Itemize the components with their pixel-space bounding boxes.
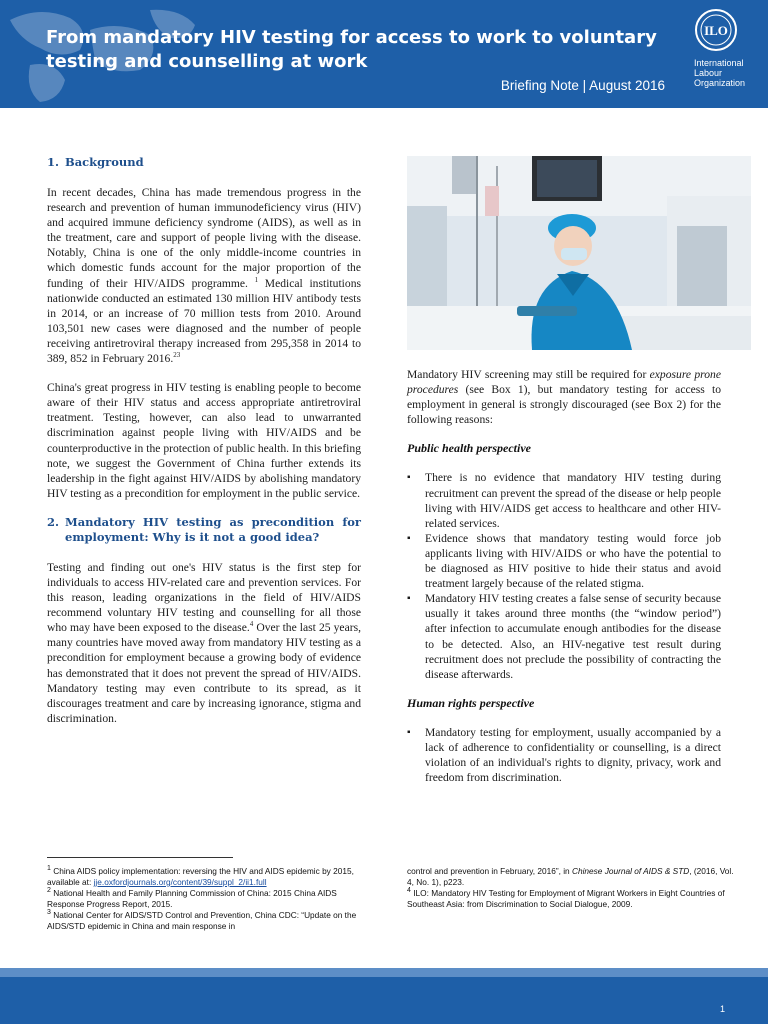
header-banner	[0, 0, 768, 108]
text-run: Medical institutions nationwide conducted an estimated 130 million HIV antibody tests in 2014, or an increase of 70 million tests from 2010. Around 103,501 new cases were diagnosed and the number of people receiving antiretroviral therapy increased from 295,358 in 2014 to 389, 852 in February 2016.	[47, 276, 361, 366]
footnote-text: National Center for AIDS/STD Control and Prevention, China CDC: “Update on the AIDS/STD epidemic in China and main response in	[47, 910, 357, 931]
document-title: From mandatory HIV testing for access to work to voluntary testing and counselling at work	[46, 27, 657, 72]
text-run: Testing and finding out one's HIV status is the first step for individuals to access HIV-related care and prevention services. For this reason, leading organizations in the field of HIV/AIDS recommend voluntary HIV testing and counselling for all those who may have been exposed to the disease.	[47, 560, 361, 635]
text-run: (see Box 1), but mandatory testing for access to employment in general is strongly discouraged (see Box 2) for the following reasons:	[407, 383, 721, 427]
footnote-number: 1	[47, 865, 51, 873]
section-number: 1.	[47, 155, 60, 169]
footnote-number: 3	[47, 909, 51, 917]
footnote-ref: 4	[249, 620, 254, 629]
footnote-3-continued	[407, 866, 737, 888]
right-intro-paragraph	[407, 367, 721, 427]
list-item: ▪ Mandatory HIV testing creates a false sense of security because usually it takes around three months (the “window period”) after infection to accumulate enough antibodies for the disease to be detected. Also, an HIV-negative test result during recruitment does not preclude the possibility of contracting the disease afterwards.	[407, 591, 721, 682]
section-1-heading	[47, 155, 361, 170]
emphasis-text: exposure prone procedures	[407, 368, 721, 397]
list-item: ▪ Evidence shows that mandatory testing would force job applicants living with HIV/AIDS or who have the potential to be diagnosed as HIV positive to hide their status and avoid treatment largely because of the related stigma.	[407, 531, 721, 591]
list-item: ▪ Mandatory testing for employment, usually accompanied by a lack of adherence to confidentiality or counselling, is a direct violation of an individual's rights to dignity, privacy, work and freedom from discrimination.	[407, 725, 721, 785]
section-title: Mandatory HIV testing as precondition for employment: Why is it not a good idea?	[65, 514, 361, 544]
footer-accent-strip	[0, 968, 768, 977]
ilo-monogram: ILO	[704, 23, 728, 38]
public-health-list	[407, 470, 721, 681]
briefing-note-date: Briefing Note | August 2016	[500, 78, 665, 93]
footnote-1	[47, 866, 367, 888]
list-item: ▪ There is no evidence that mandatory HIV testing during recruitment can prevent the spread of the disease or help people living with HIV/AIDS get access to healthcare and other HIV-related services.	[407, 470, 721, 530]
footnote-text: China AIDS policy implementation: reversing the HIV and AIDS epidemic by 2015, available at:	[47, 866, 354, 887]
page-number: 1	[720, 1004, 726, 1014]
footnote-3	[47, 910, 367, 932]
footnote-ref: 23	[173, 351, 181, 360]
section-number: 2.	[47, 514, 60, 529]
footnote-number: 4	[407, 887, 411, 895]
section-title: Background	[65, 155, 144, 169]
footnote-4	[407, 888, 737, 910]
footnotes-left	[47, 866, 367, 932]
human-rights-list	[407, 725, 721, 785]
logo-line: Labour	[694, 68, 723, 78]
section-2-heading	[47, 515, 361, 545]
ilo-emblem-icon	[694, 8, 738, 52]
hospital-photo	[407, 156, 751, 350]
text-run: Mandatory HIV screening may still be required for	[407, 368, 650, 381]
logo-line: International	[694, 58, 744, 68]
ilo-logo-text	[694, 58, 758, 88]
background-paragraph-1	[47, 185, 361, 366]
footnote-text: control and prevention in February, 2016”, in	[407, 866, 572, 876]
footer-band	[0, 977, 768, 1024]
section-2-paragraph	[47, 560, 361, 726]
footnote-text: National Health and Family Planning Commission of China: 2015 China AIDS Response Progress Report, 2015.	[47, 888, 337, 909]
footnote-text: , (2016, Vol. 4, No. 1), p223.	[407, 866, 734, 887]
human-rights-heading: Human rights perspective	[407, 695, 535, 710]
ilo-logo	[694, 8, 758, 98]
right-column	[407, 367, 721, 799]
footnotes-right	[407, 866, 737, 910]
left-column	[47, 155, 361, 740]
logo-line: Organization	[694, 78, 746, 88]
text-run: Over the last 25 years, many countries have moved away from mandatory HIV testing as a precondition for employment because a growing body of evidence has demonstrated that it does not prevent the spread of HIV/AIDS. Mandatory testing may even contribute to its spread, as it discourages treatment and care by increasing ignorance, stigma and discrimination.	[47, 621, 361, 725]
text-run: In recent decades, China has made tremendous progress in the research and prevention of human immunodeficiency virus (HIV) and acquired immune deficiency syndrome (AIDS), as well as in the treatment, care and support of people living with the disease. Notably, China is one of the only middle-income countries in which domestic funds account for the major proportion of the funding of their HIV/AIDS programme.	[47, 186, 361, 290]
footnote-2	[47, 888, 367, 910]
nurse-in-hospital-image	[407, 156, 751, 350]
public-health-heading: Public health perspective	[407, 441, 531, 456]
footnote-ref: 1	[254, 275, 259, 284]
footnote-number: 2	[47, 887, 51, 895]
journal-title: Chinese Journal of AIDS & STD	[571, 866, 690, 876]
footnote-divider	[47, 857, 233, 858]
footnote-link[interactable]: jje.oxfordjournals.org/content/39/suppl_2/ii1.full	[93, 877, 267, 887]
background-paragraph-2: China's great progress in HIV testing is enabling people to become aware of their HIV status and access appropriate antiretroviral treatment. Testing, however, can also lead to unwarranted discrimination against people living with HIV/AIDS and be counterproductive in the protection of public health. In this briefing note, we suggest the Government of China further extends its leadership in the fight against HIV/AIDS by abolishing mandatory HIV testing as a precondition for employment in the public service.	[47, 381, 361, 500]
footnote-text: ILO: Mandatory HIV Testing for Employment of Migrant Workers in Eight Countries of Southeast Asia: from Discrimination to Social Dialogue, 2009.	[407, 888, 725, 909]
